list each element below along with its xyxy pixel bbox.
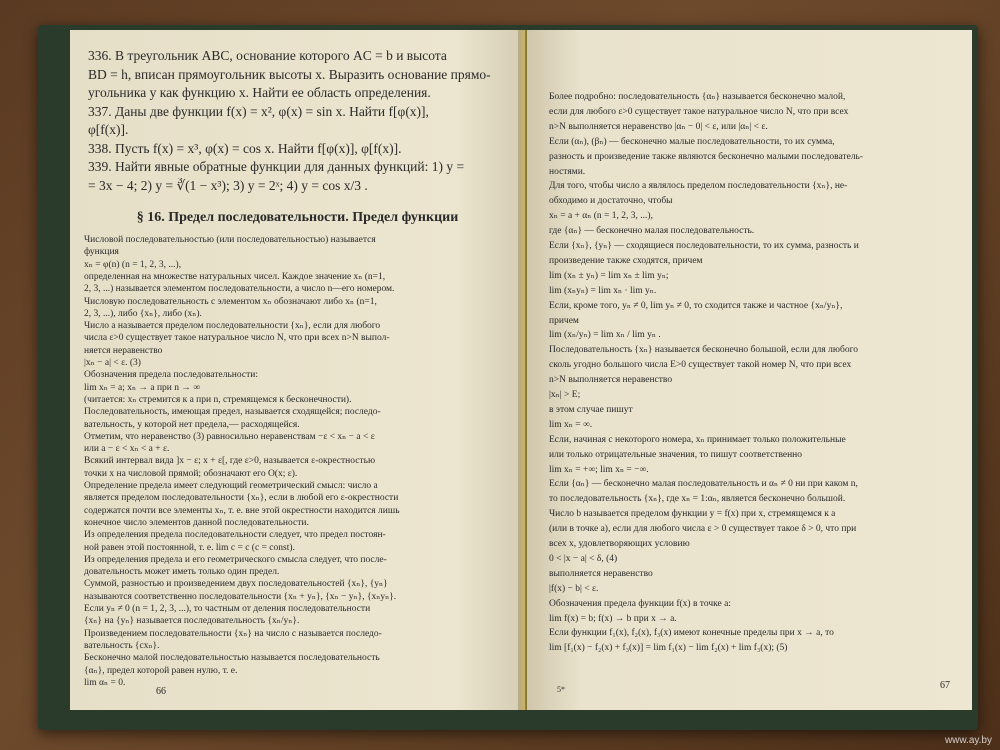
text-line: Суммой, разностью и произведением двух последовательностей {xₙ}, {yₙ}	[84, 579, 388, 590]
text-line: lim (xₙ ± yₙ) = lim xₙ ± lim yₙ;	[549, 270, 669, 281]
text-line: n>N выполняется неравенство	[549, 375, 673, 386]
text-line: 2, 3, ...) называется элементом последовательности, а число n—его номером.	[84, 284, 395, 295]
watermark: www.ay.by	[944, 735, 992, 746]
text-line: (или в точке a), если для любого числа ε > 0 существует такое δ > 0, что при	[549, 524, 857, 535]
text-line: Число b называется пределом функции y = f(x) при x, стремящемся к a	[549, 509, 836, 520]
text-line: вательность, у которой нет предела,— расходящейся.	[84, 419, 300, 430]
text-line: числа ε>0 существует такое натуральное число N, что при всех n>N выпол-	[84, 333, 390, 344]
text-line: Если функции f₁(x), f₂(x), f₃(x) имеют конечные пределы при x → a, то	[549, 628, 834, 639]
text-line: {xₙ} на {yₙ} называется последовательность {xₙ/yₙ}.	[84, 616, 300, 627]
text-line: выполняется неравенство	[549, 568, 653, 579]
text-line: Определение предела имеет следующий геометрический смысл: число a	[84, 481, 378, 491]
page-number-right: 67	[940, 680, 950, 691]
text-line: угольника y как функцию x. Найти ее область определения.	[88, 85, 431, 100]
text-line: 338. Пусть f(x) = x³, φ(x) = cos x. Найти f[φ(x)], φ[f(x)].	[88, 140, 402, 156]
text-line: Для того, чтобы число a являлось пределом последовательности {xₙ}, не-	[549, 181, 848, 192]
text-line: Более подробно: последовательность {αₙ} называется бесконечно малой,	[549, 92, 846, 102]
text-line: конечное число элементов данной последовательности.	[84, 517, 309, 528]
text-line: обходимо и достаточно, чтобы	[549, 196, 673, 207]
text-line: ной равен этой постоянной, т. е. lim c = c (c = const).	[84, 542, 295, 553]
text-line: xₙ = a + αₙ (n = 1, 2, 3, ...),	[549, 211, 653, 222]
text-line: Произведением последовательности {xₙ} на число c называется последо-	[84, 628, 382, 639]
text-line: BD = h, вписан прямоугольник высоты x. Выразить основание прямо-	[88, 66, 491, 82]
text-line: |xₙ| > E;	[549, 390, 581, 400]
text-line: |xₙ − a| < ε. (3)	[84, 358, 141, 368]
text-line: Если {xₙ}, {yₙ} — сходящиеся последовательности, то их сумма, разность и	[549, 241, 859, 251]
text-line: то последовательность {xₙ}, где xₙ = 1:αₙ, является бесконечно большой.	[549, 494, 846, 505]
text-line: |f(x) − b| < ε.	[549, 583, 599, 594]
text-line: {αₙ}, предел которой равен нулю, т. е.	[84, 665, 238, 676]
text-line: если для любого ε>0 существует такое натуральное число N, что при всех	[549, 106, 849, 117]
text-line: Если (αₙ), (βₙ) — бесконечно малые последовательности, то их сумма,	[549, 136, 835, 147]
text-line: n>N выполняется неравенство |αₙ − 0| < ε, или |αₙ| < ε.	[549, 121, 768, 132]
text-line: 0 < |x − a| < δ, (4)	[549, 553, 618, 564]
text-line: Из определения предела последовательности следует, что предел постоян-	[84, 530, 386, 541]
text-line: называются соответственно последовательности {xₙ + yₙ}, {xₙ − yₙ}, {xₙyₙ}.	[84, 591, 397, 602]
section-title: § 16. Предел последовательности. Предел функции	[136, 210, 459, 225]
text-line: является пределом последовательности {xₙ}, если в любой его ε-окрестности	[84, 493, 399, 504]
footnote-mark: 5*	[557, 685, 565, 694]
text-line: 337. Даны две функции f(x) = x², φ(x) = sin x. Найти f[φ(x)],	[88, 103, 429, 119]
text-line: xₙ = φ(n) (n = 1, 2, 3, ...),	[84, 259, 182, 270]
text-line: Обозначения предела последовательности:	[84, 370, 258, 381]
text-line: 2, 3, ...), либо {xₙ}, либо (xₙ).	[84, 308, 202, 319]
left-page	[70, 30, 525, 710]
text-line: няется неравенство	[84, 345, 163, 356]
text-line: (читается: xₙ стремится к a при n, стремящемся к бесконечности).	[84, 394, 352, 405]
text-line: Если, кроме того, yₙ ≠ 0, lim yₙ ≠ 0, то сходится также и частное {xₙ/yₙ},	[549, 300, 843, 311]
text-line: φ[f(x)].	[88, 122, 129, 137]
text-line: всех x, удовлетворяющих условию	[549, 539, 690, 549]
text-line: содержатся почти все элементы xₙ, т. е. вне этой окрестности находится лишь	[84, 505, 400, 516]
text-line: Обозначения предела функции f(x) в точке a:	[549, 598, 731, 609]
text-line: разность и произведение также являются бесконечно малыми последователь-	[549, 151, 864, 162]
text-line: Последовательность, имеющая предел, называется сходящейся; последо-	[84, 407, 381, 418]
text-line: или a − ε < xₙ < a + ε.	[84, 444, 170, 455]
text-line: Из определения предела и его геометрического смысла следует, что после-	[84, 554, 387, 565]
text-line: точки x на числовой прямой; обозначают его O(x; ε).	[84, 468, 298, 479]
text-line: довательность может иметь только один предел.	[84, 567, 280, 578]
text-line: Всякий интервал вида ]x − ε; x + ε[, где ε>0, называется ε-окрестностью	[84, 456, 376, 467]
text-line: ностями.	[549, 166, 586, 177]
text-line: функция	[84, 247, 119, 258]
text-line: Последовательность {xₙ} называется бесконечно большой, если для любого	[549, 345, 858, 356]
text-line: Если {αₙ} — бесконечно малая последовательность и αₙ ≠ 0 ни при каком n,	[549, 479, 858, 490]
text-line: Число a называется пределом последовательности {xₙ}, если для любого	[84, 321, 381, 332]
text-line: lim xₙ = +∞; lim xₙ = −∞.	[549, 464, 649, 475]
text-line: lim αₙ = 0.	[84, 677, 126, 688]
text-line: Бесконечно малой последовательностью называется последовательность	[84, 653, 380, 664]
text-line: в этом случае пишут	[549, 404, 633, 415]
text-line: произведение также сходятся, причем	[549, 255, 703, 266]
text-line: Если, начиная с некоторого номера, xₙ принимает только положительные	[549, 434, 846, 445]
text-line: вательность {cxₙ}.	[84, 640, 160, 651]
text-line: или только отрицательные значения, то пишут соответственно	[549, 449, 803, 460]
text-line: определенная на множестве натуральных чисел. Каждое значение xₙ (n=1,	[84, 271, 386, 282]
text-line: Если yₙ ≠ 0 (n = 1, 2, 3, ...), то частным от деления последовательности	[84, 604, 371, 614]
text-line: причем	[549, 315, 579, 326]
text-line: Числовую последовательность с элементом xₙ обозначают либо xₙ (n=1,	[84, 296, 377, 307]
page-number-left: 66	[156, 686, 166, 697]
text-line: 339. Найти явные обратные функции для данных функций: 1) y =	[88, 159, 465, 174]
text-line: lim (xₙyₙ) = lim xₙ · lim yₙ.	[549, 285, 657, 296]
text-line: 336. В треугольник ABC, основание которого AC = b и высота	[88, 48, 447, 63]
text-line: lim (xₙ/yₙ) = lim xₙ / lim yₙ .	[549, 330, 661, 341]
text-line: lim [f₁(x) − f₂(x) + f₃(x)] = lim f₁(x) − lim f₂(x) + lim f₃(x); (5)	[549, 643, 788, 654]
text-line: Числовой последовательностью (или последовательностью) называется	[84, 235, 376, 245]
text-line: lim xₙ = ∞.	[549, 419, 593, 430]
text-line: где {αₙ} — бесконечно малая последовательность.	[549, 226, 755, 237]
text-line: Отметим, что неравенство (3) равносильно неравенствам −ε < xₙ − a < ε	[84, 431, 375, 442]
right-page	[527, 30, 972, 710]
text-line: = 3x − 4; 2) y = ∛(1 − x³); 3) y = 2ˣ; 4) y = cos x/3 .	[88, 177, 368, 193]
text-line: lim f(x) = b; f(x) → b при x → a.	[549, 613, 677, 624]
text-line: lim xₙ = a; xₙ → a при n → ∞	[84, 382, 201, 393]
text-line: сколь угодно большого числа E>0 существует такой номер N, что при всех	[549, 360, 852, 371]
